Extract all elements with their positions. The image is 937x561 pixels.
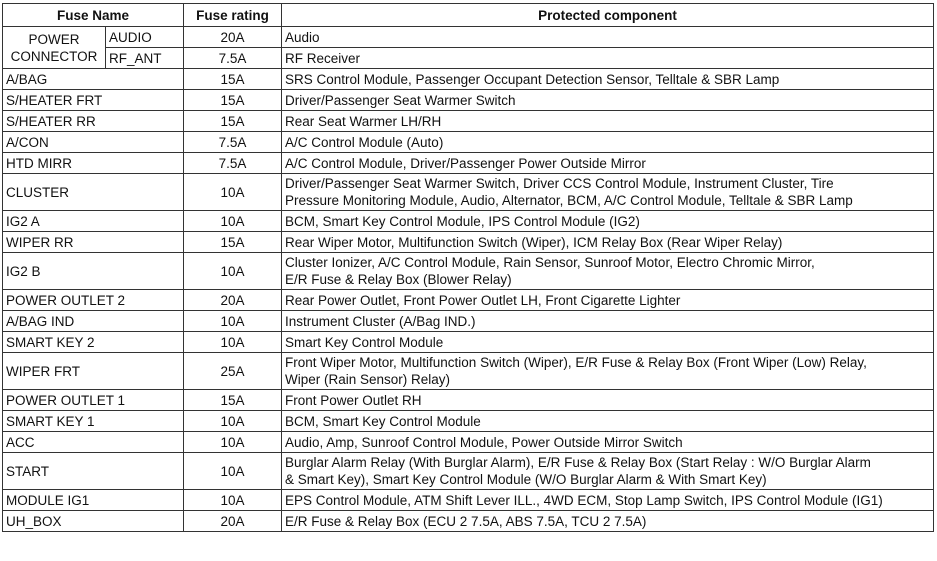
fuse-name: S/HEATER RR [3,111,184,132]
protected-component-line1: EPS Control Module, ATM Shift Lever ILL., 4WD ECM, Stop Lamp Switch, IPS Control Module (IG1) [285,492,883,508]
table-row [3,290,934,311]
fuse-name: UH_BOX [3,511,184,532]
protected-component-line1: Cluster Ionizer, A/C Control Module, Rain Sensor, Sunroof Motor, Electro Chromic Mirror, [285,255,815,270]
protected-component [282,90,934,111]
fuse-name: IG2 A [3,211,184,232]
protected-component: Audio [282,27,934,48]
fuse-rating: 10A [184,253,282,290]
fuse-rating: 20A [184,290,282,311]
fuse-rating: 10A [184,211,282,232]
protected-component [282,253,934,290]
table-row [3,48,934,69]
fuse-rating: 10A [184,332,282,353]
protected-component [282,332,934,353]
protected-component-line1: Front Wiper Motor, Multifunction Switch (Wiper), E/R Fuse & Relay Box (Front Wiper (Low) Relay, [285,355,867,370]
protected-component [282,353,934,390]
fuse-name: START [3,453,184,490]
table-row [3,453,934,490]
fuse-name: SMART KEY 2 [3,332,184,353]
protected-component-line1: BCM, Smart Key Control Module, IPS Control Module (IG2) [285,213,640,229]
table-row [3,232,934,253]
protected-component-line1: Rear Power Outlet, Front Power Outlet LH, Front Cigarette Lighter [285,292,681,308]
fuse-rating: 10A [184,432,282,453]
table-row [3,174,934,211]
fuse-rating: 20A [184,27,282,48]
protected-component-line1: Rear Wiper Motor, Multifunction Switch (Wiper), ICM Relay Box (Rear Wiper Relay) [285,234,783,250]
fuse-rating: 15A [184,232,282,253]
protected-component [282,132,934,153]
protected-component [282,490,934,511]
fuse-rating: 10A [184,311,282,332]
header-row [3,4,934,27]
fuse-name: SMART KEY 1 [3,411,184,432]
protected-component-line1: Rear Seat Warmer LH/RH [285,113,442,129]
fuse-table-body [3,27,934,532]
fuse-rating: 7.5A [184,48,282,69]
protected-component: RF Receiver [282,48,934,69]
table-row [3,511,934,532]
fuse-rating: 15A [184,111,282,132]
power-connector-label [3,27,106,69]
table-row [3,90,934,111]
power-connector-label-line1: POWER [28,31,80,47]
table-row [3,211,934,232]
protected-component-line2: Pressure Monitoring Module, Audio, Alternator, BCM, A/C Control Module, Telltale & SBR Lamp [285,193,853,208]
protected-component [282,111,934,132]
protected-component [282,390,934,411]
fuse-rating: 15A [184,90,282,111]
fuse-rating: 10A [184,411,282,432]
fuse-rating: 15A [184,390,282,411]
fuse-name: HTD MIRR [3,153,184,174]
fuse-rating: 10A [184,490,282,511]
protected-component-line2: E/R Fuse & Relay Box (Blower Relay) [285,272,512,287]
fuse-name: S/HEATER FRT [3,90,184,111]
table-row [3,332,934,353]
protected-component [282,511,934,532]
protected-component [282,153,934,174]
protected-component-line1: A/C Control Module, Driver/Passenger Power Outside Mirror [285,155,646,171]
table-row [3,27,934,48]
header-fuse-rating: Fuse rating [184,4,282,27]
header-protected-component: Protected component [282,4,934,27]
protected-component-line1: BCM, Smart Key Control Module [285,413,481,429]
fuse-rating: 15A [184,69,282,90]
table-row [3,390,934,411]
fuse-name: POWER OUTLET 1 [3,390,184,411]
table-row [3,69,934,90]
table-row [3,490,934,511]
table-row [3,432,934,453]
protected-component-line1: Driver/Passenger Seat Warmer Switch [285,92,516,108]
protected-component-line1: SRS Control Module, Passenger Occupant Detection Sensor, Telltale & SBR Lamp [285,71,780,87]
table-row [3,253,934,290]
fuse-subname: AUDIO [106,27,184,48]
protected-component [282,432,934,453]
table-row [3,111,934,132]
protected-component [282,232,934,253]
fuse-rating: 20A [184,511,282,532]
table-row [3,411,934,432]
fuse-rating: 7.5A [184,132,282,153]
table-row [3,311,934,332]
fuse-subname: RF_ANT [106,48,184,69]
protected-component-line2: & Smart Key), Smart Key Control Module (W/O Burglar Alarm & With Smart Key) [285,472,767,487]
protected-component-line1: E/R Fuse & Relay Box (ECU 2 7.5A, ABS 7.5A, TCU 2 7.5A) [285,513,647,529]
fuse-rating: 10A [184,453,282,490]
fuse-table [2,3,934,532]
power-connector-label-line2: CONNECTOR [10,48,98,64]
fuse-name: WIPER FRT [3,353,184,390]
protected-component [282,311,934,332]
protected-component [282,453,934,490]
fuse-name: MODULE IG1 [3,490,184,511]
protected-component-line1: Burglar Alarm Relay (With Burglar Alarm), E/R Fuse & Relay Box (Start Relay : W/O Burglar Alarm [285,455,871,470]
fuse-name: POWER OUTLET 2 [3,290,184,311]
protected-component [282,211,934,232]
protected-component-line1: Driver/Passenger Seat Warmer Switch, Driver CCS Control Module, Instrument Cluster, Tire [285,176,834,191]
table-row [3,132,934,153]
fuse-name: A/BAG [3,69,184,90]
table-row [3,353,934,390]
fuse-rating: 7.5A [184,153,282,174]
fuse-name: IG2 B [3,253,184,290]
header-fuse-name: Fuse Name [3,4,184,27]
fuse-table-container [2,3,934,532]
protected-component [282,69,934,90]
table-row [3,153,934,174]
protected-component [282,290,934,311]
protected-component-line1: Instrument Cluster (A/Bag IND.) [285,313,476,329]
protected-component [282,411,934,432]
fuse-name: WIPER RR [3,232,184,253]
fuse-name: A/BAG IND [3,311,184,332]
protected-component-line1: Audio, Amp, Sunroof Control Module, Power Outside Mirror Switch [285,434,683,450]
protected-component-line1: A/C Control Module (Auto) [285,134,444,150]
protected-component-line2: Wiper (Rain Sensor) Relay) [285,372,451,387]
protected-component [282,174,934,211]
fuse-name: CLUSTER [3,174,184,211]
protected-component-line1: Smart Key Control Module [285,334,444,350]
fuse-rating: 25A [184,353,282,390]
protected-component-line1: Front Power Outlet RH [285,392,422,408]
fuse-rating: 10A [184,174,282,211]
fuse-name: A/CON [3,132,184,153]
fuse-name: ACC [3,432,184,453]
